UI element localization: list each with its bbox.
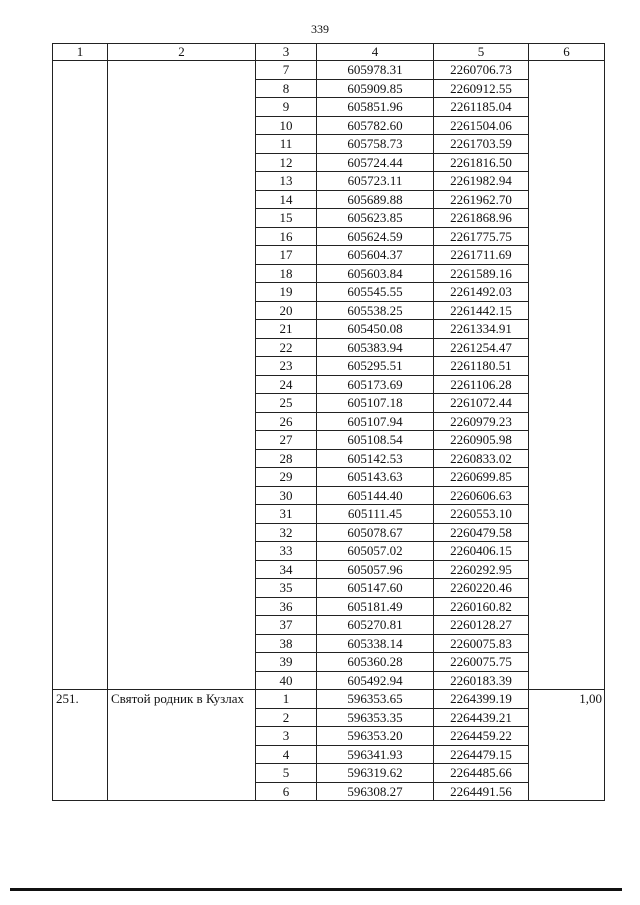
coordinate-x: 605851.96 (317, 98, 434, 117)
point-number: 2 (256, 708, 317, 727)
coordinate-x: 605723.11 (317, 172, 434, 191)
coordinate-y: 2260160.82 (434, 597, 529, 616)
point-number: 11 (256, 135, 317, 154)
coordinate-y: 2261982.94 (434, 172, 529, 191)
coordinate-x: 605624.59 (317, 227, 434, 246)
coordinate-y: 2260833.02 (434, 449, 529, 468)
point-number: 20 (256, 301, 317, 320)
point-number: 25 (256, 394, 317, 413)
point-number: 18 (256, 264, 317, 283)
coordinate-y: 2264459.22 (434, 727, 529, 746)
object-number (53, 61, 108, 690)
point-number: 27 (256, 431, 317, 450)
header-col-6: 6 (529, 44, 605, 61)
point-number: 16 (256, 227, 317, 246)
coordinate-y: 2261816.50 (434, 153, 529, 172)
coordinate-x: 605270.81 (317, 616, 434, 635)
coordinate-x: 596341.93 (317, 745, 434, 764)
point-number: 24 (256, 375, 317, 394)
coordinate-x: 605689.88 (317, 190, 434, 209)
table-row (53, 61, 605, 80)
coordinate-y: 2261962.70 (434, 190, 529, 209)
coordinate-x: 596319.62 (317, 764, 434, 783)
coordinate-x: 605782.60 (317, 116, 434, 135)
coordinate-y: 2261492.03 (434, 283, 529, 302)
coordinate-y: 2261589.16 (434, 264, 529, 283)
page-number: 339 (311, 22, 329, 36)
point-number: 1 (256, 690, 317, 709)
coordinate-y: 2261775.75 (434, 227, 529, 246)
point-number: 28 (256, 449, 317, 468)
coordinate-x: 605538.25 (317, 301, 434, 320)
coordinate-y: 2260606.63 (434, 486, 529, 505)
object-area (529, 61, 605, 690)
coordinate-x: 605173.69 (317, 375, 434, 394)
point-number: 15 (256, 209, 317, 228)
point-number: 12 (256, 153, 317, 172)
coordinate-x: 605758.73 (317, 135, 434, 154)
coordinate-y: 2261442.15 (434, 301, 529, 320)
coordinate-y: 2261868.96 (434, 209, 529, 228)
point-number: 6 (256, 782, 317, 801)
point-number: 23 (256, 357, 317, 376)
coordinate-y: 2264439.21 (434, 708, 529, 727)
coordinate-x: 605143.63 (317, 468, 434, 487)
coordinate-x: 605057.96 (317, 560, 434, 579)
coordinate-y: 2261180.51 (434, 357, 529, 376)
point-number: 17 (256, 246, 317, 265)
point-number: 38 (256, 634, 317, 653)
point-number: 3 (256, 727, 317, 746)
point-number: 7 (256, 61, 317, 80)
coordinate-x: 605604.37 (317, 246, 434, 265)
coordinate-x: 605107.94 (317, 412, 434, 431)
coordinate-y: 2264491.56 (434, 782, 529, 801)
header-col-2: 2 (108, 44, 256, 61)
coordinate-y: 2260699.85 (434, 468, 529, 487)
coordinate-x: 605181.49 (317, 597, 434, 616)
point-number: 8 (256, 79, 317, 98)
point-number: 22 (256, 338, 317, 357)
header-col-4: 4 (317, 44, 434, 61)
coordinate-x: 605108.54 (317, 431, 434, 450)
coordinate-x: 605111.45 (317, 505, 434, 524)
object-number: 251. (53, 690, 108, 801)
point-number: 4 (256, 745, 317, 764)
point-number: 26 (256, 412, 317, 431)
coordinate-y: 2261711.69 (434, 246, 529, 265)
point-number: 13 (256, 172, 317, 191)
coordinate-y: 2260905.98 (434, 431, 529, 450)
point-number: 39 (256, 653, 317, 672)
coordinate-x: 605492.94 (317, 671, 434, 690)
coordinate-y: 2261703.59 (434, 135, 529, 154)
coordinate-x: 596308.27 (317, 782, 434, 801)
header-col-1: 1 (53, 44, 108, 61)
coordinate-y: 2260979.23 (434, 412, 529, 431)
object-name (108, 61, 256, 690)
point-number: 33 (256, 542, 317, 561)
point-number: 5 (256, 764, 317, 783)
coordinate-x: 605142.53 (317, 449, 434, 468)
coordinate-x: 605545.55 (317, 283, 434, 302)
header-col-5: 5 (434, 44, 529, 61)
coordinate-x: 605057.02 (317, 542, 434, 561)
coordinate-x: 605338.14 (317, 634, 434, 653)
coordinate-x: 605623.85 (317, 209, 434, 228)
coordinate-x: 605295.51 (317, 357, 434, 376)
coordinate-x: 605078.67 (317, 523, 434, 542)
coordinate-x: 605909.85 (317, 79, 434, 98)
coordinate-y: 2264399.19 (434, 690, 529, 709)
header-col-3: 3 (256, 44, 317, 61)
coordinate-y: 2260183.39 (434, 671, 529, 690)
coordinate-y: 2260912.55 (434, 79, 529, 98)
coordinates-table (52, 43, 605, 801)
coordinate-y: 2261504.06 (434, 116, 529, 135)
point-number: 9 (256, 98, 317, 117)
coordinate-y: 2264479.15 (434, 745, 529, 764)
coordinate-x: 596353.35 (317, 708, 434, 727)
coordinate-y: 2260706.73 (434, 61, 529, 80)
coordinate-y: 2264485.66 (434, 764, 529, 783)
coordinate-x: 605383.94 (317, 338, 434, 357)
object-name: Святой родник в Кузлах (108, 690, 256, 801)
coordinate-y: 2260220.46 (434, 579, 529, 598)
header-row (53, 44, 605, 61)
coordinate-y: 2260075.75 (434, 653, 529, 672)
point-number: 36 (256, 597, 317, 616)
point-number: 32 (256, 523, 317, 542)
point-number: 35 (256, 579, 317, 598)
point-number: 29 (256, 468, 317, 487)
coordinate-x: 605978.31 (317, 61, 434, 80)
coordinate-y: 2261334.91 (434, 320, 529, 339)
coordinate-x: 605144.40 (317, 486, 434, 505)
coordinate-x: 605360.28 (317, 653, 434, 672)
coordinate-y: 2260128.27 (434, 616, 529, 635)
coordinate-x: 605603.84 (317, 264, 434, 283)
footer-rule (10, 888, 622, 891)
coordinate-y: 2261072.44 (434, 394, 529, 413)
coordinate-y: 2260292.95 (434, 560, 529, 579)
object-area: 1,00 (529, 690, 605, 801)
coordinate-y: 2261106.28 (434, 375, 529, 394)
coordinate-y: 2261254.47 (434, 338, 529, 357)
coordinate-y: 2260075.83 (434, 634, 529, 653)
point-number: 21 (256, 320, 317, 339)
coordinate-x: 605107.18 (317, 394, 434, 413)
coordinate-x: 596353.65 (317, 690, 434, 709)
coordinate-x: 605724.44 (317, 153, 434, 172)
point-number: 34 (256, 560, 317, 579)
coordinate-y: 2260406.15 (434, 542, 529, 561)
coordinate-x: 605147.60 (317, 579, 434, 598)
coordinate-x: 605450.08 (317, 320, 434, 339)
point-number: 40 (256, 671, 317, 690)
point-number: 19 (256, 283, 317, 302)
point-number: 14 (256, 190, 317, 209)
point-number: 10 (256, 116, 317, 135)
point-number: 37 (256, 616, 317, 635)
table-row (53, 690, 605, 709)
coordinate-y: 2260553.10 (434, 505, 529, 524)
coordinate-y: 2260479.58 (434, 523, 529, 542)
coordinate-y: 2261185.04 (434, 98, 529, 117)
coordinate-x: 596353.20 (317, 727, 434, 746)
point-number: 31 (256, 505, 317, 524)
point-number: 30 (256, 486, 317, 505)
